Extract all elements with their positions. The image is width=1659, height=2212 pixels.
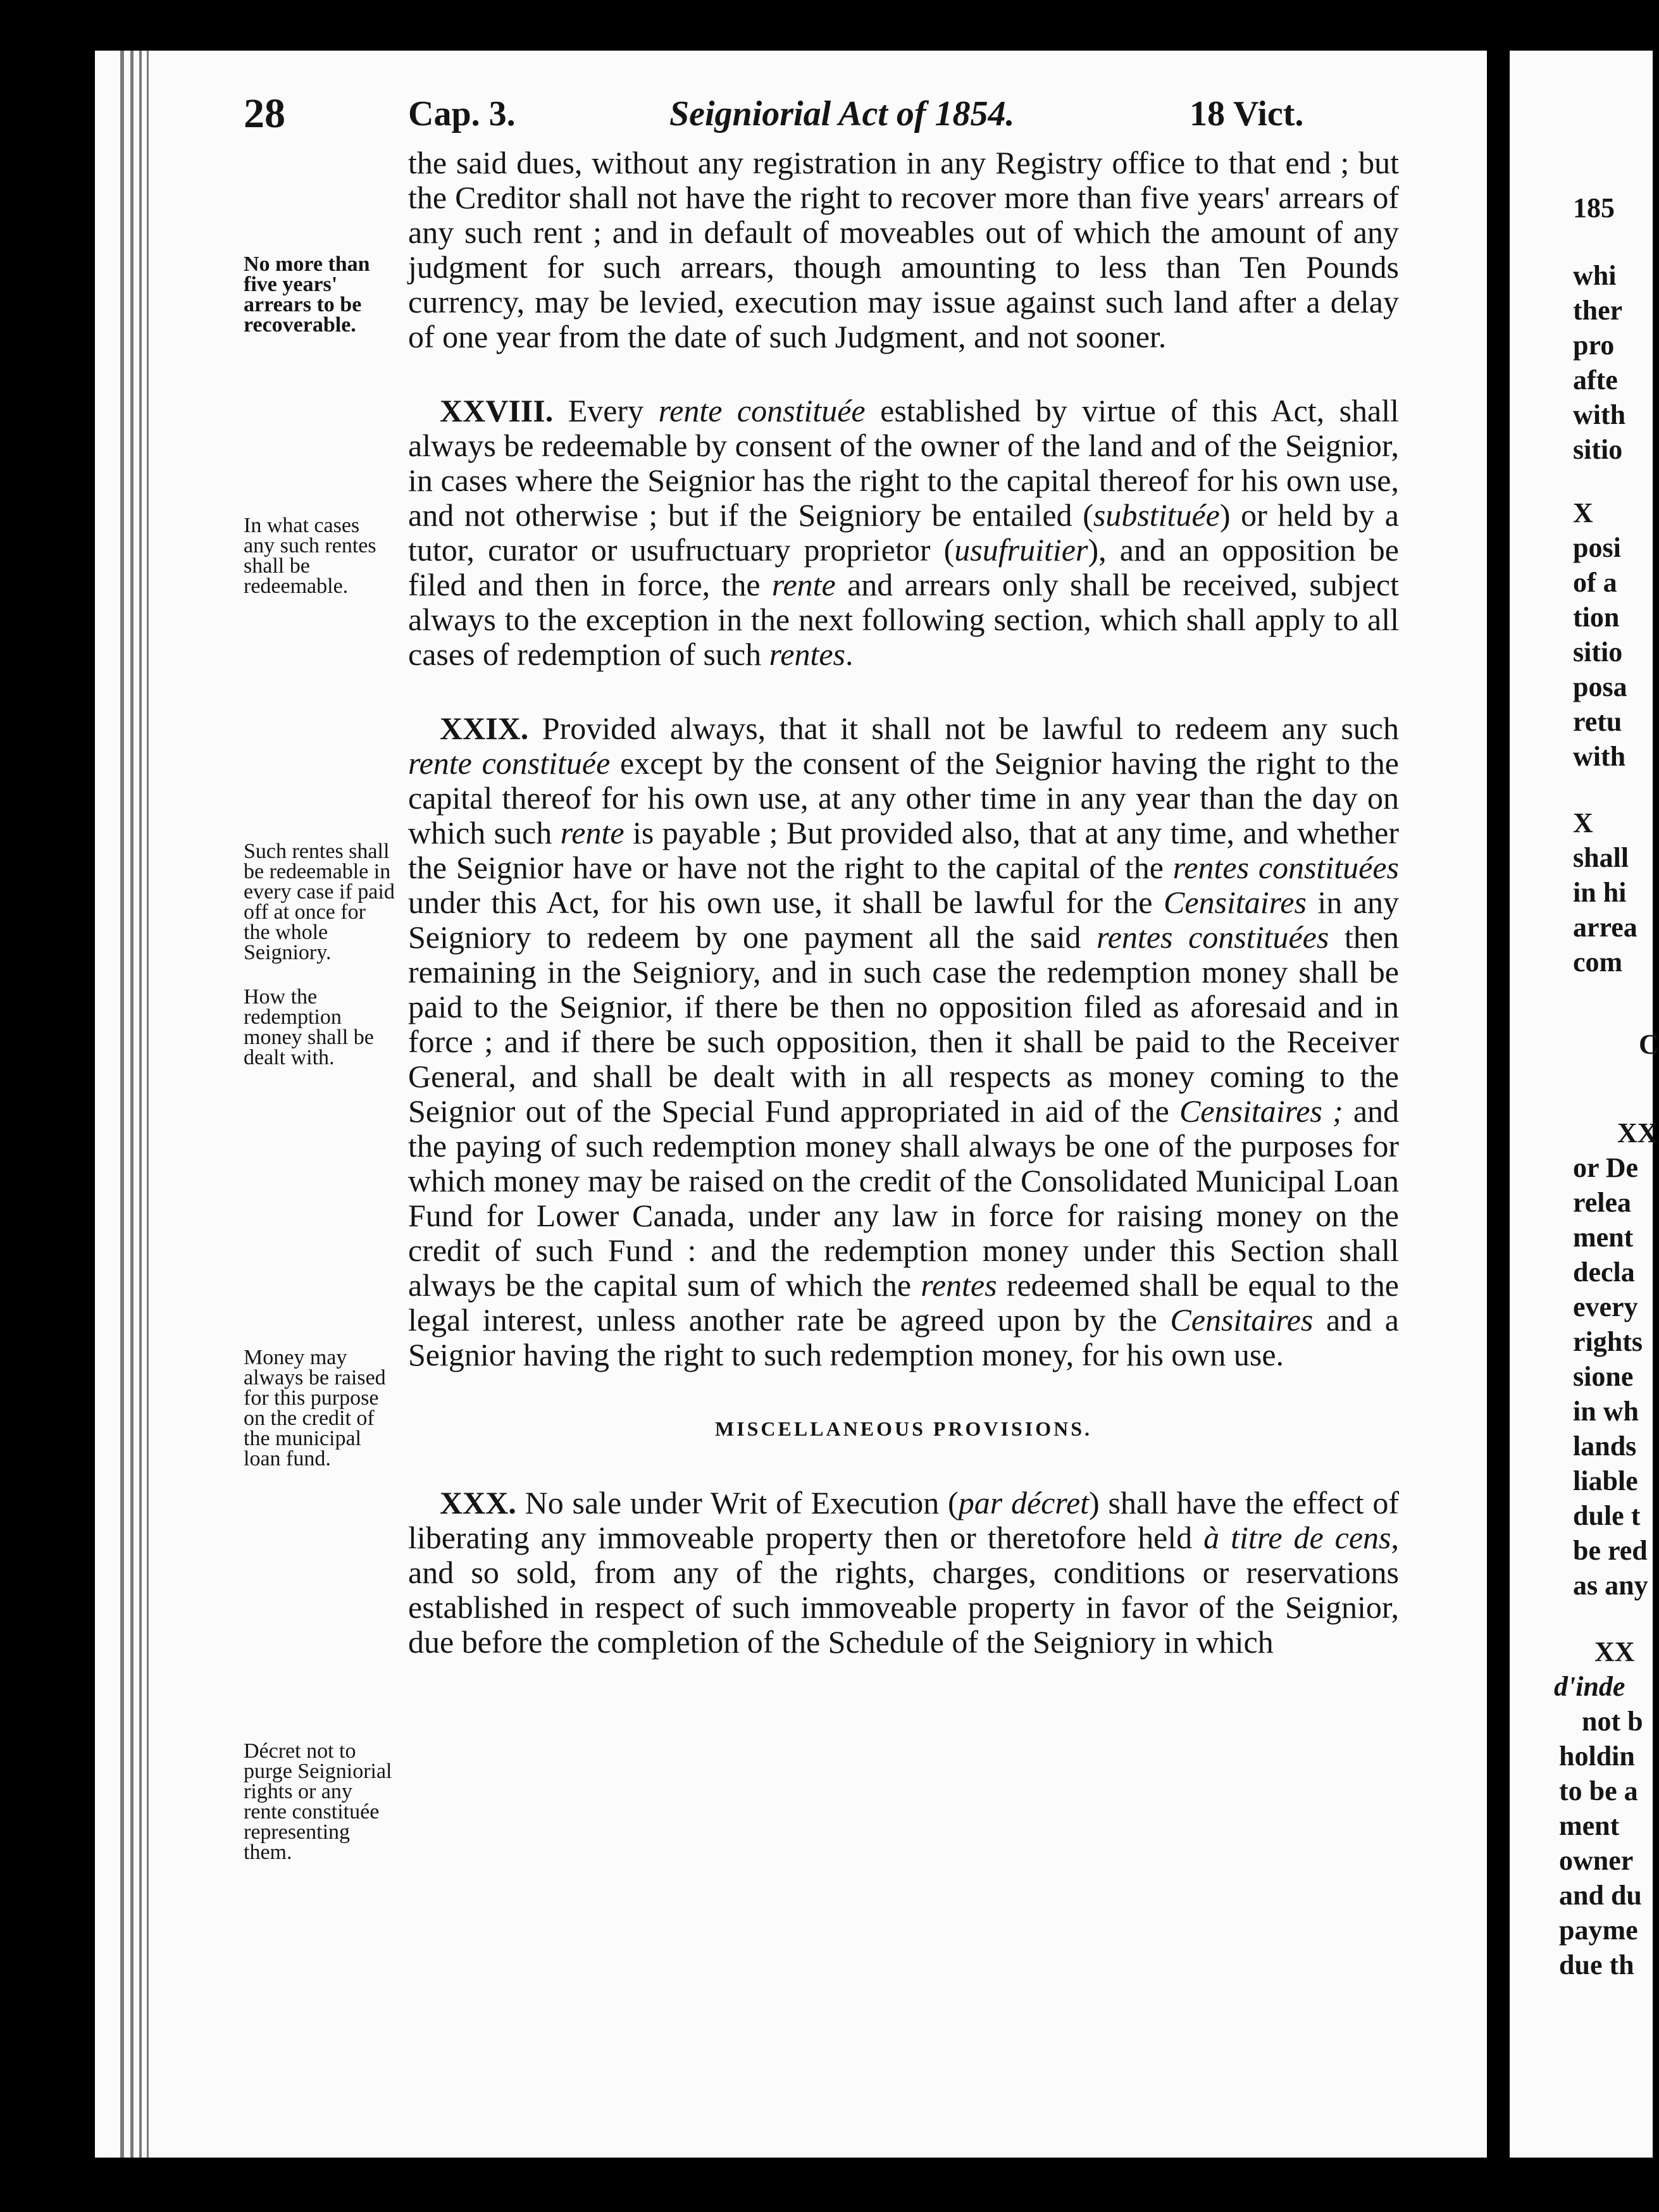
facing-page-fragment: sione (1573, 1361, 1634, 1392)
facing-page-fragment: posi (1573, 532, 1621, 563)
facing-page-fragment: be red (1573, 1535, 1648, 1566)
margin-note: Money may always be raised for this purpose on the credit of the municipal loan fund. (244, 1346, 386, 1470)
facing-page-fragment: tion (1573, 602, 1620, 633)
facing-page-fragment: every (1573, 1291, 1638, 1322)
facing-page-fragment: dule t (1573, 1500, 1641, 1531)
facing-page-fragment: retu (1573, 706, 1622, 737)
facing-page-fragment: d'inde (1554, 1671, 1625, 1702)
facing-page-fragment: relea (1573, 1187, 1632, 1218)
facing-page-fragment: ther (1573, 295, 1623, 326)
facing-page-fragment: decla (1573, 1257, 1635, 1288)
section-number: XXX. (440, 1485, 516, 1520)
facing-page-fragment: payme (1559, 1915, 1638, 1946)
margin-note: Such rentes shall be redeemable in every case if paid off at once for the whole Seigniory. (244, 840, 395, 964)
section-number: XXIX. (440, 711, 529, 746)
margin-note: Décret not to purge Seigniorial rights or any rente constituée representing them. (244, 1739, 392, 1864)
facing-page-fragment: X (1573, 807, 1593, 838)
section-29: XXIX. Provided always, that it shall not be lawful to redeem any such rente constituée except by the consent of the Seignior having the right to the capital thereof for his own use, at any other time in any year than the day on which such rente is payable ; But provided also, that at any time, and whether the Seignior have or have not the right to the capital of the rentes constituées under this Act, for his own use, it shall be lawful for the Censitaires in any Seigniory to redeem by one payment all the said rentes constituées then remaining in the Seigniory, and in such case the redemption money shall be paid to the Seignior, if there be then no opposition filed as aforesaid and in force ; and if there be such opposition, then it shall be paid to the Receiver General, and shall be dealt with in all respects as money coming to the Seignior out of the Special Fund appropriated in aid of the Censitaires ; and the paying of such redemption money shall always be one of the purposes for which money may be raised on the credit of the Consolidated Municipal Loan Fund for Lower Canada, under any law in force for raising money on the credit of such Fund : and the redemption money under this Section shall always be the capital sum of which the rentes redeemed shall be equal to the legal interest, unless another rate be agreed upon by the Censitaires and a Seignior having the right to such redemption money, for his own use. (408, 711, 1400, 1372)
facing-page-fragment: afte (1573, 364, 1618, 395)
facing-page-fragment: not b (1582, 1706, 1643, 1737)
body-text (408, 146, 1399, 1660)
running-title: Seigniorial Act of 1854. (669, 94, 1015, 134)
section-heading: MISCELLANEOUS PROVISIONS. (714, 1417, 1093, 1440)
paragraph-continued: the said dues, without any registration in any Registry office to that end ; but the Creditor shall not have the right to recover more than five years' arrears of any such rent ; and in default of moveables out of which the amount of any judgment for such arrears, though amounting to less than Ten Pounds currency, may be levied, execution may issue against such land after a delay of one year from the date of such Judgment, and not sooner. (408, 145, 1399, 354)
facing-page-fragment: pro (1573, 330, 1615, 361)
page-edge (139, 51, 142, 2158)
facing-page-fragment: holdin (1559, 1741, 1635, 1772)
facing-page-fragment: with (1573, 399, 1626, 430)
facing-page-fragment: C (1639, 1029, 1659, 1060)
facing-page-fragment: in wh (1573, 1396, 1639, 1427)
regnal-year: 18 Vict. (1190, 94, 1304, 134)
facing-page-fragment: ment (1559, 1810, 1620, 1841)
section-number: XXVIII. (440, 393, 554, 428)
facing-page-fragment: liable (1573, 1465, 1638, 1496)
margin-note: In what cases any such rentes shall be redeemable. (244, 514, 376, 598)
facing-page-fragment: XX (1617, 1117, 1658, 1148)
margin-note: How the redemption money shall be dealt with. (244, 985, 374, 1069)
page-edge (147, 51, 149, 2158)
facing-page-fragment: owner (1559, 1845, 1634, 1876)
facing-page-fragment: of a (1573, 567, 1617, 598)
facing-page-fragment: in hi (1573, 877, 1627, 908)
facing-page-fragment: shall (1573, 842, 1629, 873)
facing-page-fragment: sitio (1573, 434, 1623, 465)
page-number: 28 (244, 90, 285, 137)
facing-page-fragment: sitio (1573, 637, 1623, 668)
facing-page-fragment: to be a (1559, 1775, 1638, 1806)
facing-page-fragment: arrea (1573, 912, 1637, 943)
facing-page-fragment: X (1573, 497, 1593, 528)
facing-page-fragment: or De (1573, 1152, 1639, 1183)
facing-page-fragment: and du (1559, 1880, 1642, 1911)
facing-page-fragment: ment (1573, 1222, 1634, 1253)
facing-page-fragment: lands (1573, 1431, 1637, 1462)
facing-page-fragment: 185 (1573, 192, 1615, 223)
facing-page-fragment: XX (1594, 1636, 1635, 1667)
page-edge (130, 51, 134, 2158)
facing-page-fragment: whi (1573, 260, 1617, 291)
facing-page-fragment: posa (1573, 671, 1627, 702)
facing-page-fragment: as any (1573, 1570, 1648, 1601)
section-28: XXVIII. Every rente constituée established by virtue of this Act, shall always be redeemable by consent of the owner of the land and of the Seignior, in cases where the Seignior has the right to the capital thereof for his own use, and not otherwise ; but if the Seigniory be entailed (substituée) or held by a tutor, curator or usufructuary proprietor (usufruitier), and an opposition be filed and then in force, the rente and arrears only shall be received, subject always to the exception in the next following section, which shall apply to all cases of redemption of such rentes. (408, 393, 1400, 672)
section-30: XXX. No sale under Writ of Execution (par décret) shall have the effect of liberating any immoveable property then or theretofore held à titre de cens, and so sold, from any of the rights, charges, conditions or reservations established in respect of such immoveable property in favor of the Seignior, due before the completion of the Schedule of the Seigniory in which (408, 1485, 1400, 1660)
facing-page-fragment: due th (1559, 1949, 1634, 1980)
facing-page-fragment: rights (1573, 1326, 1643, 1357)
page-edge (120, 51, 124, 2158)
facing-page-fragment: with (1573, 741, 1626, 772)
chapter-label: Cap. 3. (408, 94, 516, 134)
facing-page-fragment: com (1573, 947, 1623, 978)
margin-note: No more than five years' arrears to be recoverable. (244, 252, 370, 337)
